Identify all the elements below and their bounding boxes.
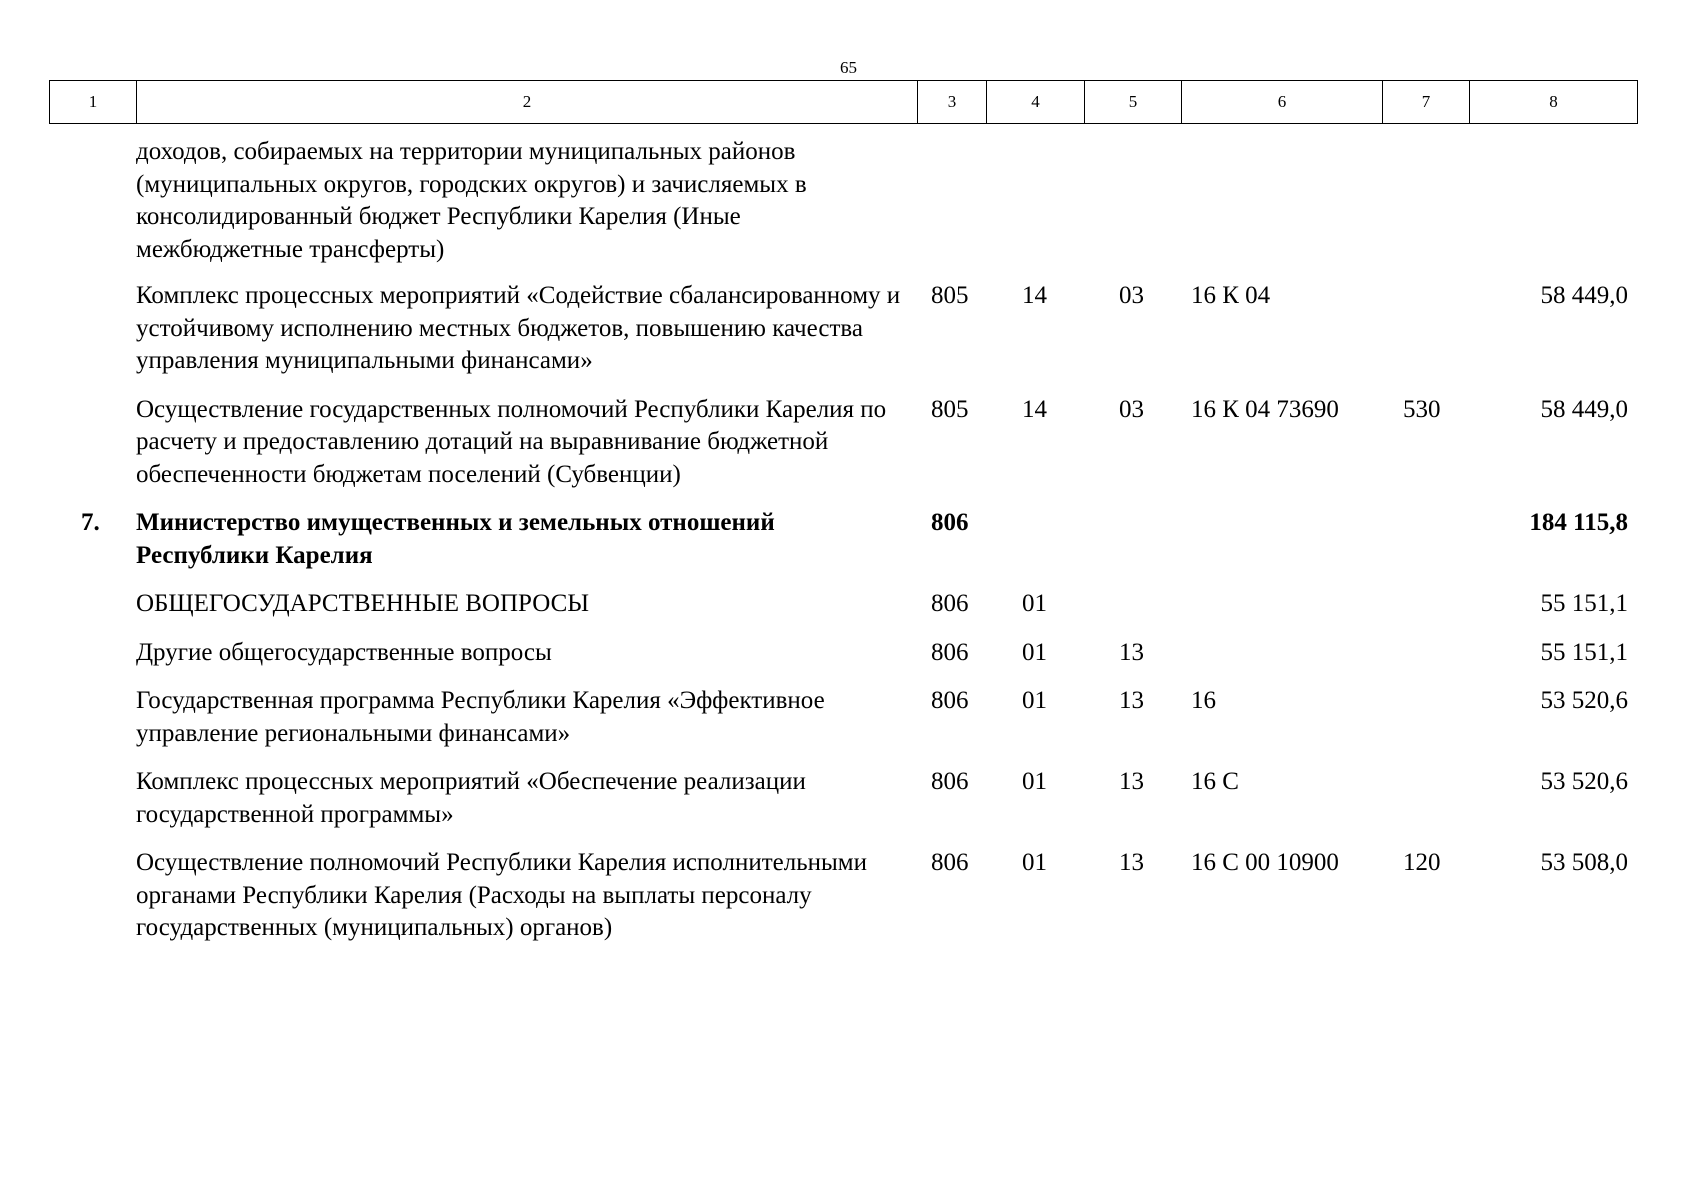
row-ministry-code xyxy=(917,136,986,266)
row-sum: 55 151,1 xyxy=(1540,638,1628,666)
row-sum: 53 508,0 xyxy=(1540,849,1628,876)
row-expense-type xyxy=(1382,136,1469,266)
row-subsection-code xyxy=(1084,588,1181,621)
column-header-row xyxy=(50,81,1638,124)
table-row xyxy=(49,847,1637,945)
row-section-code: 01 xyxy=(1022,849,1047,876)
row-sum: 184 115,8 xyxy=(1529,509,1628,536)
column-header-1: 1 xyxy=(50,81,137,124)
row-section-code xyxy=(986,507,1084,572)
row-number: 7. xyxy=(81,509,100,536)
table-row xyxy=(49,637,1637,670)
row-target-code xyxy=(1181,136,1382,266)
row-sum: 53 520,6 xyxy=(1540,687,1628,714)
row-subsection-code: 03 xyxy=(1119,395,1144,423)
row-ministry-code: 805 xyxy=(931,282,969,309)
row-name: Другие общегосударственные вопросы xyxy=(136,638,552,666)
row-name: Осуществление полномочий Республики Карелия исполнительными органами Республики Карелия (Расходы на выплаты персоналу государственных (муниципальных) органов) xyxy=(136,849,867,941)
column-header-7: 7 xyxy=(1383,81,1470,124)
table-row xyxy=(49,280,1637,378)
row-expense-type xyxy=(1382,685,1469,750)
row-subsection-code: 13 xyxy=(1119,687,1144,714)
table-row-ministry xyxy=(49,507,1637,572)
row-section-code: 01 xyxy=(1022,590,1047,617)
row-expense-type xyxy=(1382,280,1469,378)
row-subsection-code: 13 xyxy=(1119,849,1144,876)
row-target-code: 16 С xyxy=(1191,768,1239,795)
row-sum: 58 449,0 xyxy=(1540,282,1628,309)
row-expense-type xyxy=(1382,507,1469,572)
row-target-code xyxy=(1181,588,1382,621)
row-number xyxy=(49,588,136,621)
row-subsection-code xyxy=(1084,136,1181,266)
row-number xyxy=(49,394,136,492)
row-number xyxy=(49,136,136,266)
row-ministry-code: 806 xyxy=(931,687,969,714)
row-section-code: 01 xyxy=(1022,687,1047,714)
row-subsection-code: 03 xyxy=(1119,282,1144,309)
row-ministry-code: 806 xyxy=(931,590,969,617)
row-subsection-code xyxy=(1084,507,1181,572)
column-header-5: 5 xyxy=(1085,81,1182,124)
row-number xyxy=(49,766,136,831)
row-section-code: 01 xyxy=(1022,768,1047,795)
row-ministry-code: 806 xyxy=(931,849,969,876)
table-row xyxy=(49,394,1637,492)
row-number xyxy=(49,637,136,670)
row-section-code xyxy=(986,136,1084,266)
row-target-code: 16 xyxy=(1191,687,1216,714)
row-ministry-code: 806 xyxy=(931,768,969,795)
row-expense-type: 120 xyxy=(1403,849,1441,876)
row-target-code xyxy=(1181,507,1382,572)
column-header-3: 3 xyxy=(918,81,987,124)
row-name: доходов, собираемых на территории муниципальных районов (муниципальных округов, городских округов) и зачисляемых в консолидированный бюджет Республики Карелия (Иные межбюджетные трансферты) xyxy=(136,138,807,263)
row-expense-type: 530 xyxy=(1403,395,1441,423)
row-name: ОБЩЕГОСУДАРСТВЕННЫЕ ВОПРОСЫ xyxy=(136,590,590,617)
row-expense-type xyxy=(1382,588,1469,621)
row-section-code: 14 xyxy=(1022,395,1047,423)
row-expense-type xyxy=(1382,637,1469,670)
row-target-code xyxy=(1181,637,1382,670)
budget-table-body xyxy=(49,136,1637,961)
row-number xyxy=(49,280,136,378)
row-ministry-code: 805 xyxy=(931,395,969,423)
row-target-code: 16 К 04 73690 xyxy=(1191,395,1339,423)
row-number xyxy=(49,847,136,945)
row-sum xyxy=(1469,136,1637,266)
row-ministry-code: 806 xyxy=(931,509,969,536)
row-number xyxy=(49,685,136,750)
row-target-code: 16 К 04 xyxy=(1191,282,1271,309)
column-header-table xyxy=(49,80,1638,124)
row-ministry-code: 806 xyxy=(931,638,969,666)
row-target-code: 16 С 00 10900 xyxy=(1191,849,1339,876)
row-sum: 55 151,1 xyxy=(1540,590,1628,617)
row-name: Министерство имущественных и земельных отношений Республики Карелия xyxy=(136,509,775,569)
row-section-code: 01 xyxy=(1022,638,1047,666)
row-name: Осуществление государственных полномочий Республики Карелия по расчету и предоставлению дотаций на выравнивание бюджетной обеспеченности бюджетам поселений (Субвенции) xyxy=(136,395,887,488)
row-subsection-code: 13 xyxy=(1119,638,1144,666)
row-expense-type xyxy=(1382,766,1469,831)
page-number: 65 xyxy=(840,58,857,77)
row-sum: 53 520,6 xyxy=(1540,768,1628,795)
table-row xyxy=(49,588,1637,621)
row-name: Комплекс процессных мероприятий «Обеспечение реализации государственной программы» xyxy=(136,768,806,828)
table-row xyxy=(49,685,1637,750)
row-name: Государственная программа Республики Карелия «Эффективное управление региональными финансами» xyxy=(136,687,825,747)
row-sum: 58 449,0 xyxy=(1540,395,1628,423)
row-section-code: 14 xyxy=(1022,282,1047,309)
column-header-2: 2 xyxy=(137,81,918,124)
column-header-4: 4 xyxy=(987,81,1085,124)
table-row xyxy=(49,766,1637,831)
column-header-8: 8 xyxy=(1470,81,1638,124)
table-row xyxy=(49,136,1637,266)
row-name: Комплекс процессных мероприятий «Содействие сбалансированному и устойчивому исполнению местных бюджетов, повышению качества управления муниципальными финансами» xyxy=(136,282,901,374)
row-subsection-code: 13 xyxy=(1119,768,1144,795)
column-header-6: 6 xyxy=(1182,81,1383,124)
